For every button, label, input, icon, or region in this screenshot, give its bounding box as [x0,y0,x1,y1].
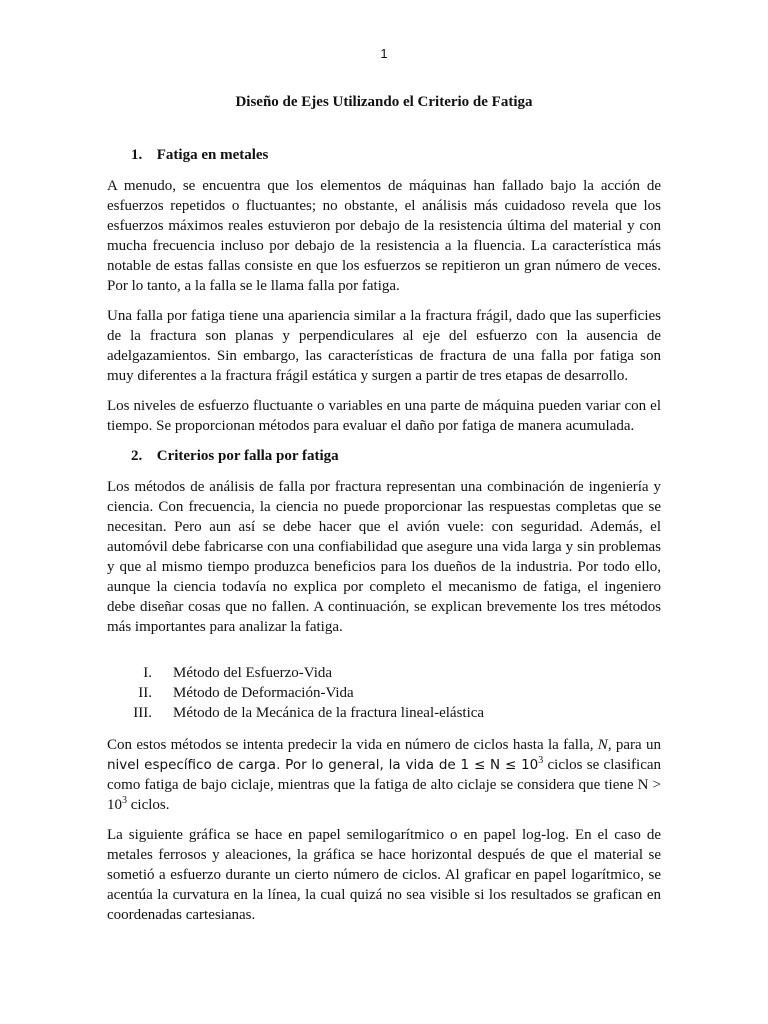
paragraph: La siguiente gráfica se hace en papel semilogarítmico o en papel log-log. En el caso de metales ferrosos y aleaciones, la gráfica se hace horizontal después de que el material se sometió a esfuerzo durante un cierto número de ciclos. Al graficar en papel logarítmico, se acentúa la curvatura en la línea, la cual quizá no sea visible si los resultados se grafican en coordenadas cartesianas. [107,827,661,923]
paragraph: Una falla por fatiga tiene una apariencia similar a la fractura frágil, dado que las superficies de la fractura son planas y perpendiculares al eje del esfuerzo con la ausencia de adelgazamientos. Sin embargo, las características de fractura de una falla por fatiga son muy diferentes a la fractura frágil estática y surgen a partir de tres etapas de desarrollo. [107,308,661,384]
page-number: 1 [380,46,388,61]
list-item [107,703,661,723]
list-label: Método de Deformación-Vida [173,685,354,701]
list-item [107,663,661,683]
list-label: Método del Esfuerzo-Vida [173,665,333,681]
methods-list [107,663,661,723]
paragraph: Los métodos de análisis de falla por fractura representan una combinación de ingeniería y ciencia. Con frecuencia, la ciencia no puede proporcionar las respuestas completas que se necesitan. Pero aun así se debe hacer que el avión vuele: con seguridad. Además, el automóvil debe fabricarse con una confiabilidad que asegure una vida larga y sin problemas y que al mismo tiempo produzca beneficios para los dueños de la industria. Por todo ello, aunque la ciencia todavía no explica por completo el mecanismo de fatiga, el ingeniero debe diseñar cosas que no fallen. A continuación, se explican brevemente los tres métodos más importantes para analizar la fatiga. [107,479,661,635]
document-body [107,92,661,935]
text-run: ciclos se clasifican como fatiga de bajo ciclaje, mientras que la fatiga de alto ciclaje se considera que tiene N > 10 [107,757,662,813]
exponent: 3 [122,795,127,806]
list-numeral: I. [143,665,152,681]
section-number: 1. [131,147,143,163]
section-heading-fatiga [107,145,661,165]
list-numeral: II. [138,685,152,701]
list-label: Método de la Mecánica de la fractura lineal-elástica [173,705,485,721]
section-title: Fatiga en metales [156,147,269,163]
paragraph: A menudo, se encuentra que los elementos de máquinas han fallado bajo la acción de esfuerzos repetidos o fluctuantes; no obstante, el análisis más cuidadoso revela que los esfuerzos máximos reales estuvieron por debajo de la resistencia última del material y con mucha frecuencia incluso por debajo de la resistencia a la fluencia. La característica más notable de estas fallas consiste en que los esfuerzos se repitieron un gran número de veces. Por lo tanto, a la falla se le llama falla por fatiga. [107,178,661,294]
text-run: ciclos. [127,797,170,813]
list-numeral: III. [133,705,152,721]
paragraph: Los niveles de esfuerzo fluctuante o variables en una parte de máquina pueden variar con el tiempo. Se proporcionan métodos para evaluar el daño por fatiga de manera acumulada. [107,398,661,434]
section-number: 2. [131,448,143,464]
text-run: nivel específico de carga. Por lo general, la vida de 1 ≤ N ≤ 10 [107,757,539,773]
cycles-paragraph [107,735,661,815]
exponent: 3 [538,755,544,766]
text-run: Con estos métodos se intenta predecir la vida en número de ciclos hasta la falla, [107,737,598,753]
section-heading-criterios [107,446,661,466]
section-title: Criterios por falla por fatiga [156,448,339,464]
list-item [107,683,661,703]
variable-n: N [597,737,608,753]
document-title: Diseño de Ejes Utilizando el Criterio de Fatiga [235,94,533,110]
text-run: , para un [607,737,661,753]
